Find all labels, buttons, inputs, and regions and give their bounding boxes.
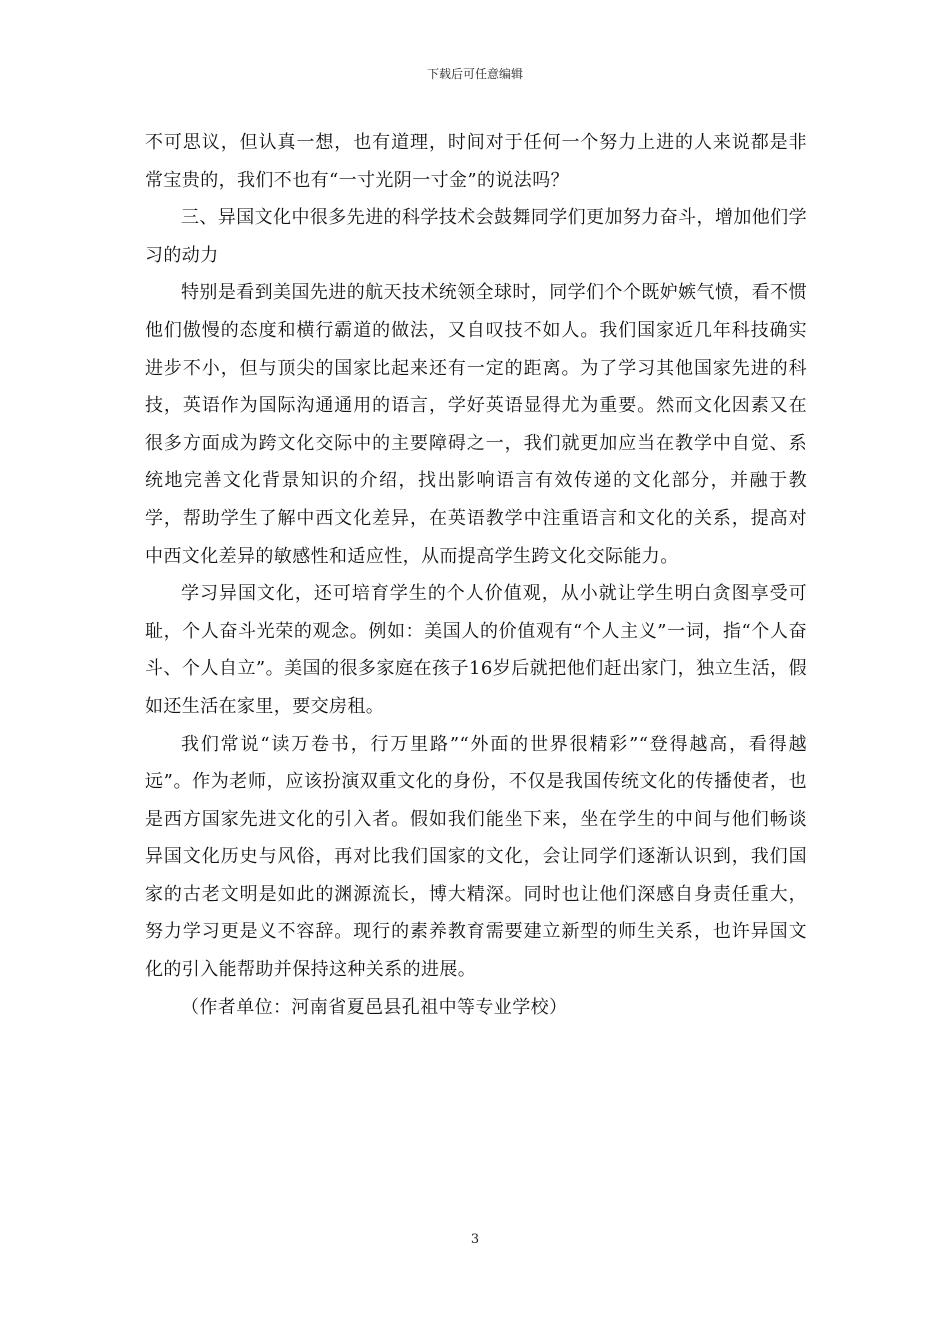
paragraph-continued: 不可思议，但认真一想，也有道理，时间对于任何一个努力上进的人来说都是非常宝贵的，我们不也有“一寸光阴一寸金”的说法吗？	[145, 132, 807, 191]
author-affiliation: （作者单位：河南省夏邑县孔祖中等专业学校）	[181, 996, 568, 1018]
paragraph-values: 学习异国文化，还可培育学生的个人价值观，从小就让学生明白贪图享受可耻，个人奋斗光荣的观念。例如：美国人的价值观有“个人主义”一词，指“个人奋斗、个人自立”。美国的很多家庭在孩子16岁后就把他们赶出家门，独立生活，假如还生活在家里，要交房租。	[145, 583, 807, 717]
section-heading-three: 三、异国文化中很多先进的科学技术会鼓舞同学们更加努力奋斗，增加他们学习的动力	[145, 207, 807, 266]
paragraph-teacher-role: 我们常说“读万卷书，行万里路”“外面的世界很精彩”“登得越高，看得越远”。作为老师，应该扮演双重文化的身份，不仅是我国传统文化的传播使者，也是西方国家先进文化的引入者。假如我们能坐下来，坐在学生的中间与他们畅谈异国文化历史与风俗，再对比我们国家的文化，会让同学们逐渐认识到，我们国家的古老文明是如此的渊源流长，博大精深。同时也让他们深感自身责任重大，努力学习更是义不容辞。现行的素养教育需要建立新型的师生关系，也许异国文化的引入能帮助并保持这种关系的进展。	[145, 733, 807, 981]
paragraph-technology: 特别是看到美国先进的航天技术统领全球时，同学们个个既妒嫉气愤，看不惯他们傲慢的态度和横行霸道的做法，又自叹技不如人。我们国家近几年科技确实进步不小，但与顶尖的国家比起来还有一定的距离。为了学习其他国家先进的科技，英语作为国际沟通通用的语言，学好英语显得尤为重要。然而文化因素又在很多方面成为跨文化交际中的主要障碍之一，我们就更加应当在教学中自觉、系统地完善文化背景知识的介绍，找出影响语言有效传递的文化部分，并融于教学，帮助学生了解中西文化差异，在英语教学中注重语言和文化的关系，提高对中西文化差异的敏感性和适应性，从而提高学生跨文化交际能力。	[145, 282, 807, 567]
page-header: 下载后可任意编辑	[426, 67, 523, 81]
page-number: 3	[470, 1232, 480, 1247]
document-body	[145, 124, 807, 1026]
